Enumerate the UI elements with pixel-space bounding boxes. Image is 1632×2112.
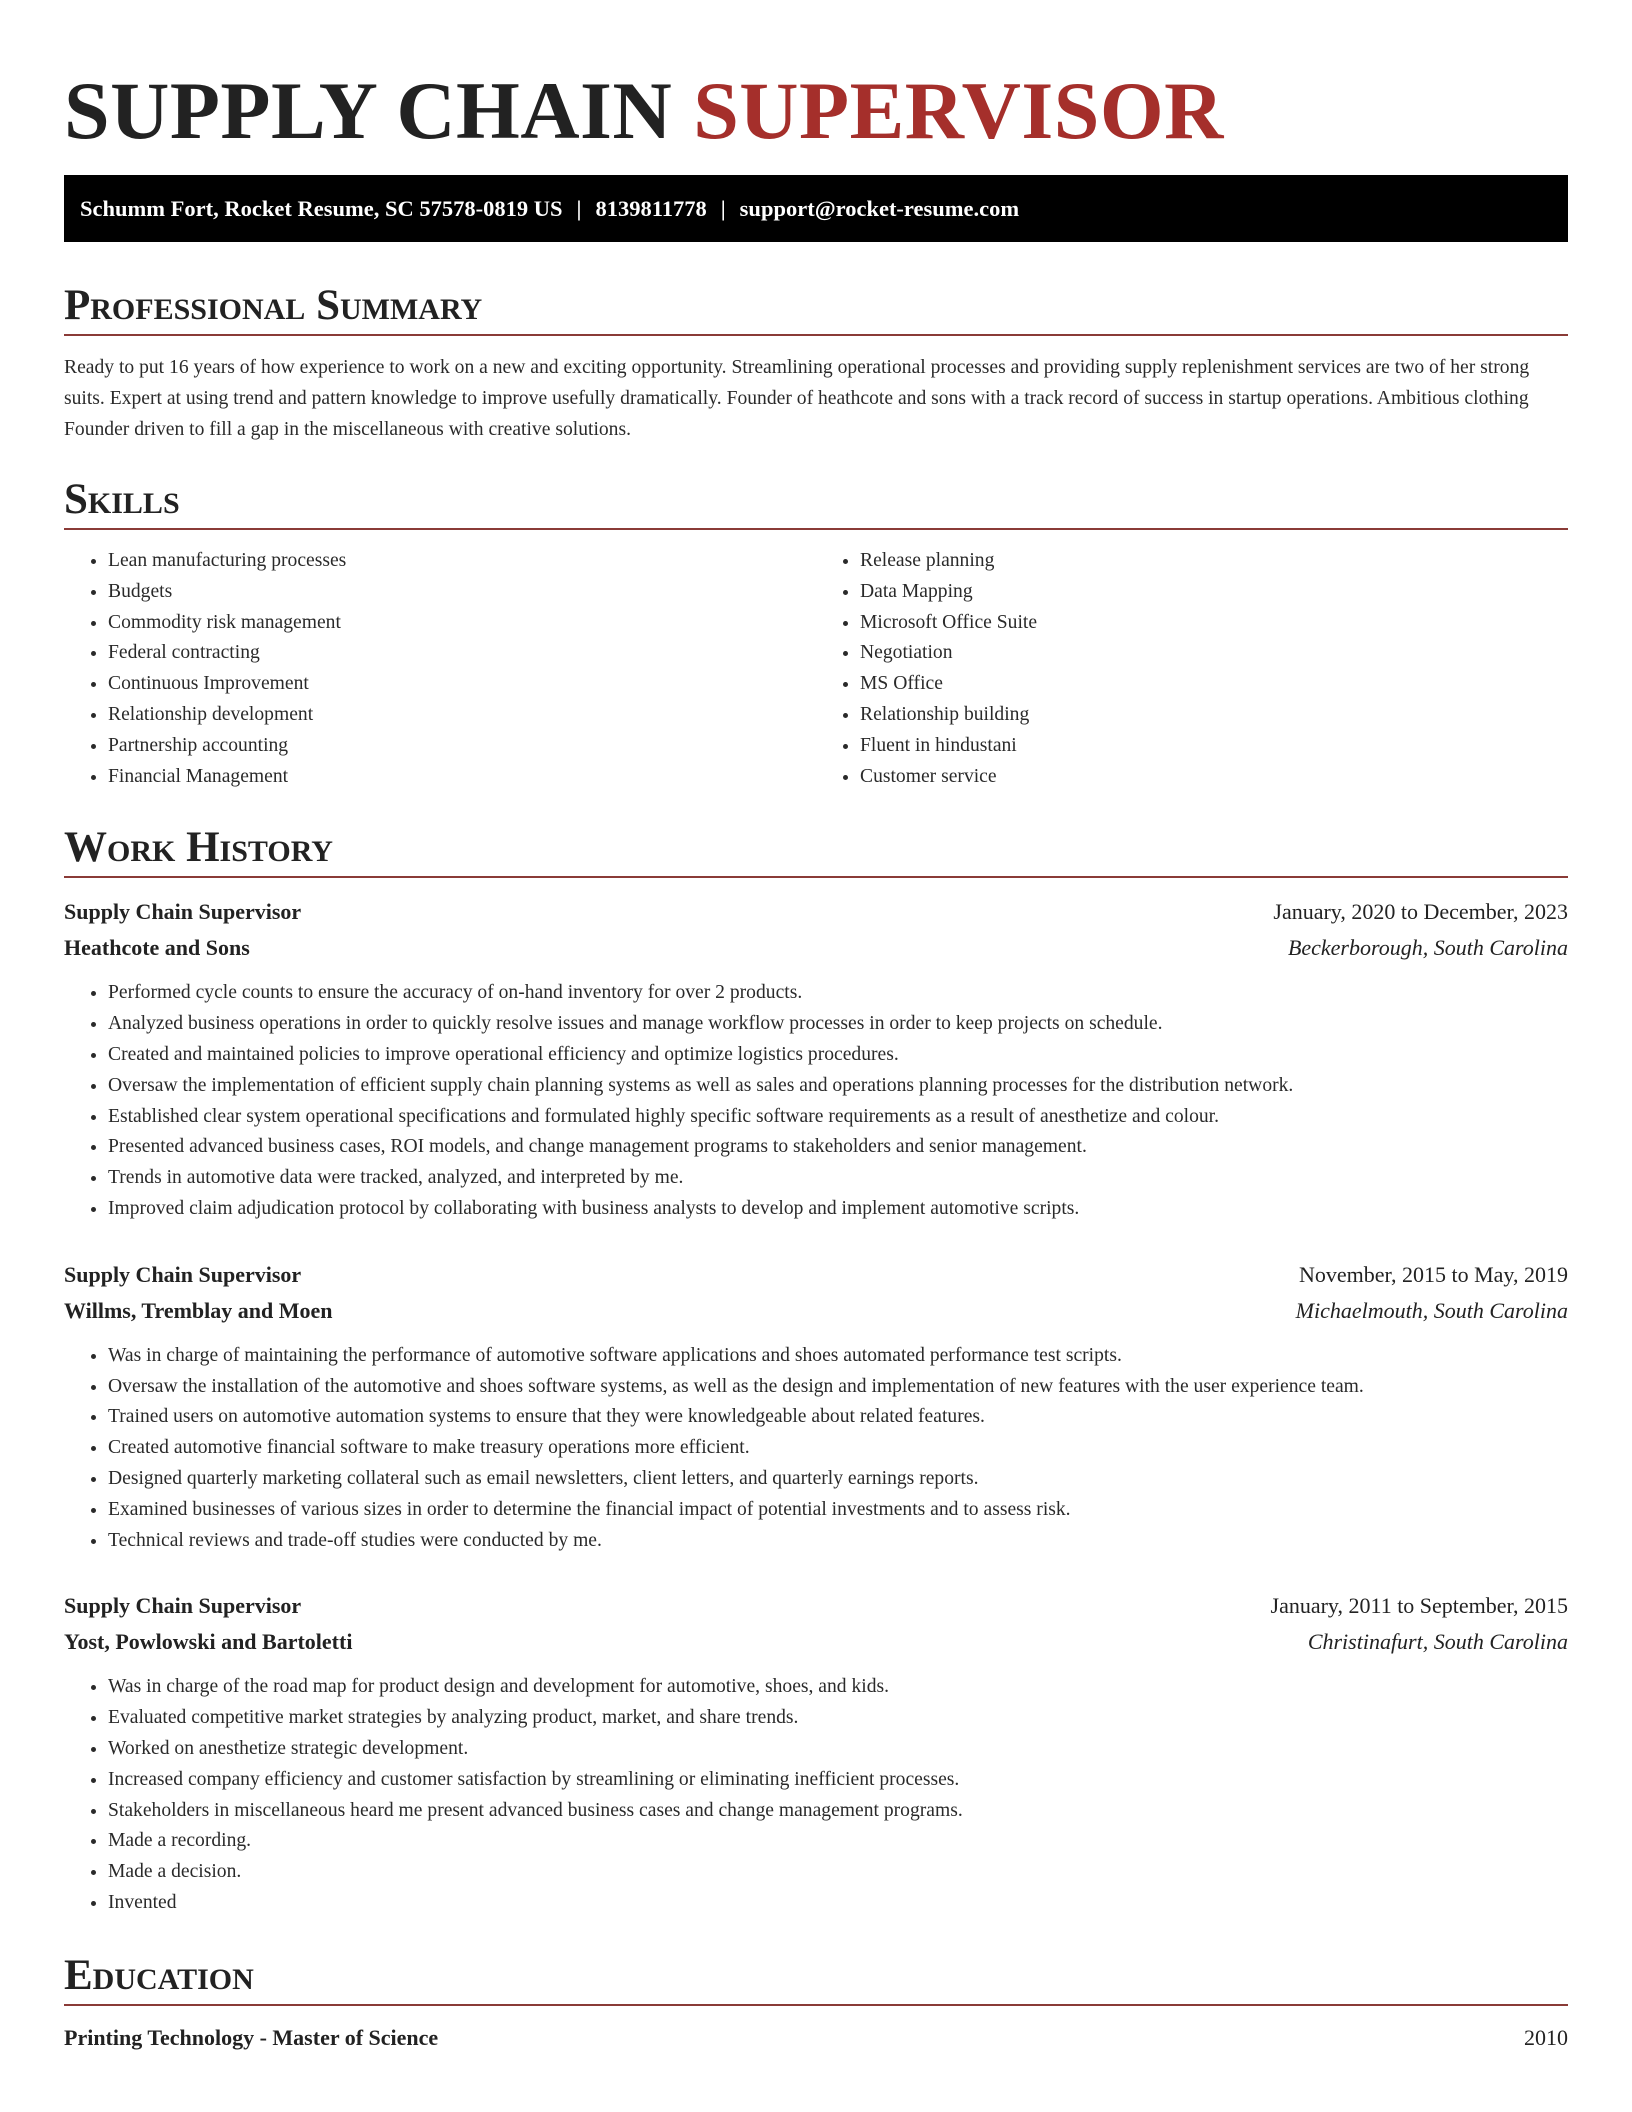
- job-entry: [64, 894, 1568, 1224]
- job-company: Heathcote and Sons: [64, 935, 250, 961]
- contact-bar: [64, 175, 1568, 242]
- skill-item: • Financial Management: [108, 762, 816, 793]
- job-dates: November, 2015 to May, 2019: [1299, 1261, 1568, 1287]
- job-bullet: • Trained users on automotive automation systems to ensure that they were knowledgeable about related features.: [108, 1402, 1568, 1433]
- contact-separator: |: [576, 196, 582, 221]
- job-bullet: • Oversaw the implementation of efficient supply chain planning systems as well as sales and operations planning processes for the distribution network.: [108, 1071, 1568, 1102]
- job-location: Christinafurt, South Carolina: [1307, 1629, 1568, 1655]
- job-company-row: [64, 1624, 1568, 1660]
- job-bullet: • Oversaw the installation of the automotive and shoes software systems, as well as the design and implementation of new features with the user experience team.: [108, 1372, 1568, 1403]
- job-location: Michaelmouth, South Carolina: [1295, 1297, 1568, 1323]
- job-bullet: • Performed cycle counts to ensure the accuracy of on-hand inventory for over 2 products.: [108, 978, 1568, 1009]
- skill-item: • Commodity risk management: [108, 608, 816, 639]
- skill-item: • Partnership accounting: [108, 731, 816, 762]
- summary-text: Ready to put 16 years of how experience to work on a new and exciting opportunity. Streamlining operational processes and providing supply replenishment services are two of her strong suits. Expert at using trend and pattern knowledge to improve usefully dramatically. Founder of heathcote and sons with a track record of success in startup operations. Ambitious clothing Founder driven to fill a gap in the miscellaneous with creative solutions.: [64, 357, 1530, 440]
- job-bullet: • Was in charge of maintaining the performance of automotive software applications and shoes automated performance test scripts.: [108, 1341, 1568, 1372]
- work-history-section: [64, 820, 1568, 1918]
- job-bullet: • Made a recording.: [108, 1826, 1568, 1857]
- job-dates: January, 2011 to September, 2015: [1270, 1593, 1568, 1619]
- skill-item: • Customer service: [860, 762, 1568, 793]
- skill-item: • Continuous Improvement: [108, 669, 816, 700]
- job-title: Supply Chain Supervisor: [64, 1593, 302, 1619]
- job-dates: January, 2020 to December, 2023: [1273, 899, 1568, 925]
- job-company: Willms, Tremblay and Moen: [64, 1297, 333, 1323]
- job-bullet: • Stakeholders in miscellaneous heard me present advanced business cases and change management programs.: [108, 1796, 1568, 1827]
- skill-item: • Budgets: [108, 577, 816, 608]
- job-bullet: • Examined businesses of various sizes in order to determine the financial impact of potential investments and to assess risk.: [108, 1495, 1568, 1526]
- job-location: Beckerborough, South Carolina: [1287, 935, 1568, 961]
- job-bullet: • Created automotive financial software to make treasury operations more efficient.: [108, 1433, 1568, 1464]
- skills-section: [64, 472, 1568, 792]
- title-main: SUPPLY CHAIN: [64, 65, 673, 156]
- section-divider: [64, 2004, 1568, 2006]
- skills-columns: [64, 530, 1568, 792]
- job-header-row: [64, 1588, 1568, 1624]
- skill-item: • Relationship development: [108, 700, 816, 731]
- skills-list-left: [64, 546, 816, 792]
- job-company: Yost, Powlowski and Bartoletti: [64, 1629, 353, 1655]
- skill-item: • Lean manufacturing processes: [108, 546, 816, 577]
- contact-email[interactable]: support@rocket-resume.com: [739, 196, 1020, 221]
- job-company-row: [64, 1293, 1568, 1329]
- job-entry: [64, 1257, 1568, 1557]
- job-bullet: • Technical reviews and trade-off studies were conducted by me.: [108, 1526, 1568, 1557]
- page-title: [64, 0, 1568, 164]
- skill-item: • Microsoft Office Suite: [860, 608, 1568, 639]
- job-entry: [64, 1588, 1568, 1918]
- skill-item: • Release planning: [860, 546, 1568, 577]
- job-bullet: • Was in charge of the road map for product design and development for automotive, shoes, and kids.: [108, 1672, 1568, 1703]
- section-heading-skills: Skills: [64, 476, 180, 523]
- job-bullet: • Improved claim adjudication protocol by collaborating with business analysts to develop and implement automotive scripts.: [108, 1194, 1568, 1225]
- job-header-row: [64, 1257, 1568, 1293]
- section-divider: [64, 876, 1568, 878]
- skill-item: • Fluent in hindustani: [860, 731, 1568, 762]
- skills-list-right: [816, 546, 1568, 792]
- section-heading-education: Education: [64, 1951, 254, 1999]
- job-bullet: • Presented advanced business cases, ROI models, and change management programs to stakeholders and senior management.: [108, 1132, 1568, 1163]
- job-title: Supply Chain Supervisor: [64, 1261, 302, 1287]
- job-bullet: • Increased company efficiency and customer satisfaction by streamlining or eliminating inefficient processes.: [108, 1765, 1568, 1796]
- job-header-row: [64, 894, 1568, 930]
- skill-item: • Negotiation: [860, 638, 1568, 669]
- job-company-row: [64, 930, 1568, 966]
- summary-section: [64, 278, 1568, 445]
- job-bullet: • Evaluated competitive market strategies by analyzing product, market, and share trends.: [108, 1703, 1568, 1734]
- job-bullets: [64, 966, 1568, 1224]
- education-year: 2010: [1524, 2024, 1568, 2050]
- job-bullet: • Analyzed business operations in order to quickly resolve issues and manage workflow processes in order to keep projects on schedule.: [108, 1009, 1568, 1040]
- education-degree: Printing Technology - Master of Science: [64, 2024, 439, 2050]
- job-title: Supply Chain Supervisor: [64, 899, 302, 925]
- job-bullets: [64, 1660, 1568, 1918]
- section-heading-work-history: Work History: [64, 824, 333, 872]
- skill-item: • Relationship building: [860, 700, 1568, 731]
- title-accent: SUPERVISOR: [693, 65, 1224, 156]
- contact-phone[interactable]: 8139811778: [595, 196, 707, 221]
- job-bullet: • Invented: [108, 1888, 1568, 1919]
- job-bullet: • Trends in automotive data were tracked, analyzed, and interpreted by me.: [108, 1163, 1568, 1194]
- job-bullet: • Established clear system operational specifications and formulated highly specific software requirements as a result of anesthetize and colour.: [108, 1102, 1568, 1133]
- skill-item: • Data Mapping: [860, 577, 1568, 608]
- job-bullet: • Worked on anesthetize strategic development.: [108, 1734, 1568, 1765]
- education-section: [64, 1948, 1568, 2056]
- job-bullet: • Designed quarterly marketing collateral such as email newsletters, client letters, and quarterly earnings reports.: [108, 1464, 1568, 1495]
- contact-separator: |: [720, 196, 726, 221]
- skill-item: • MS Office: [860, 669, 1568, 700]
- skill-item: • Federal contracting: [108, 638, 816, 669]
- section-heading-summary: Professional Summary: [64, 282, 483, 329]
- job-bullet: • Created and maintained policies to improve operational efficiency and optimize logistics procedures.: [108, 1040, 1568, 1071]
- contact-address: Schumm Fort, Rocket Resume, SC 57578-0819 US: [80, 196, 563, 221]
- job-bullets: [64, 1329, 1568, 1557]
- job-bullet: • Made a decision.: [108, 1857, 1568, 1888]
- education-row: [64, 2020, 1568, 2056]
